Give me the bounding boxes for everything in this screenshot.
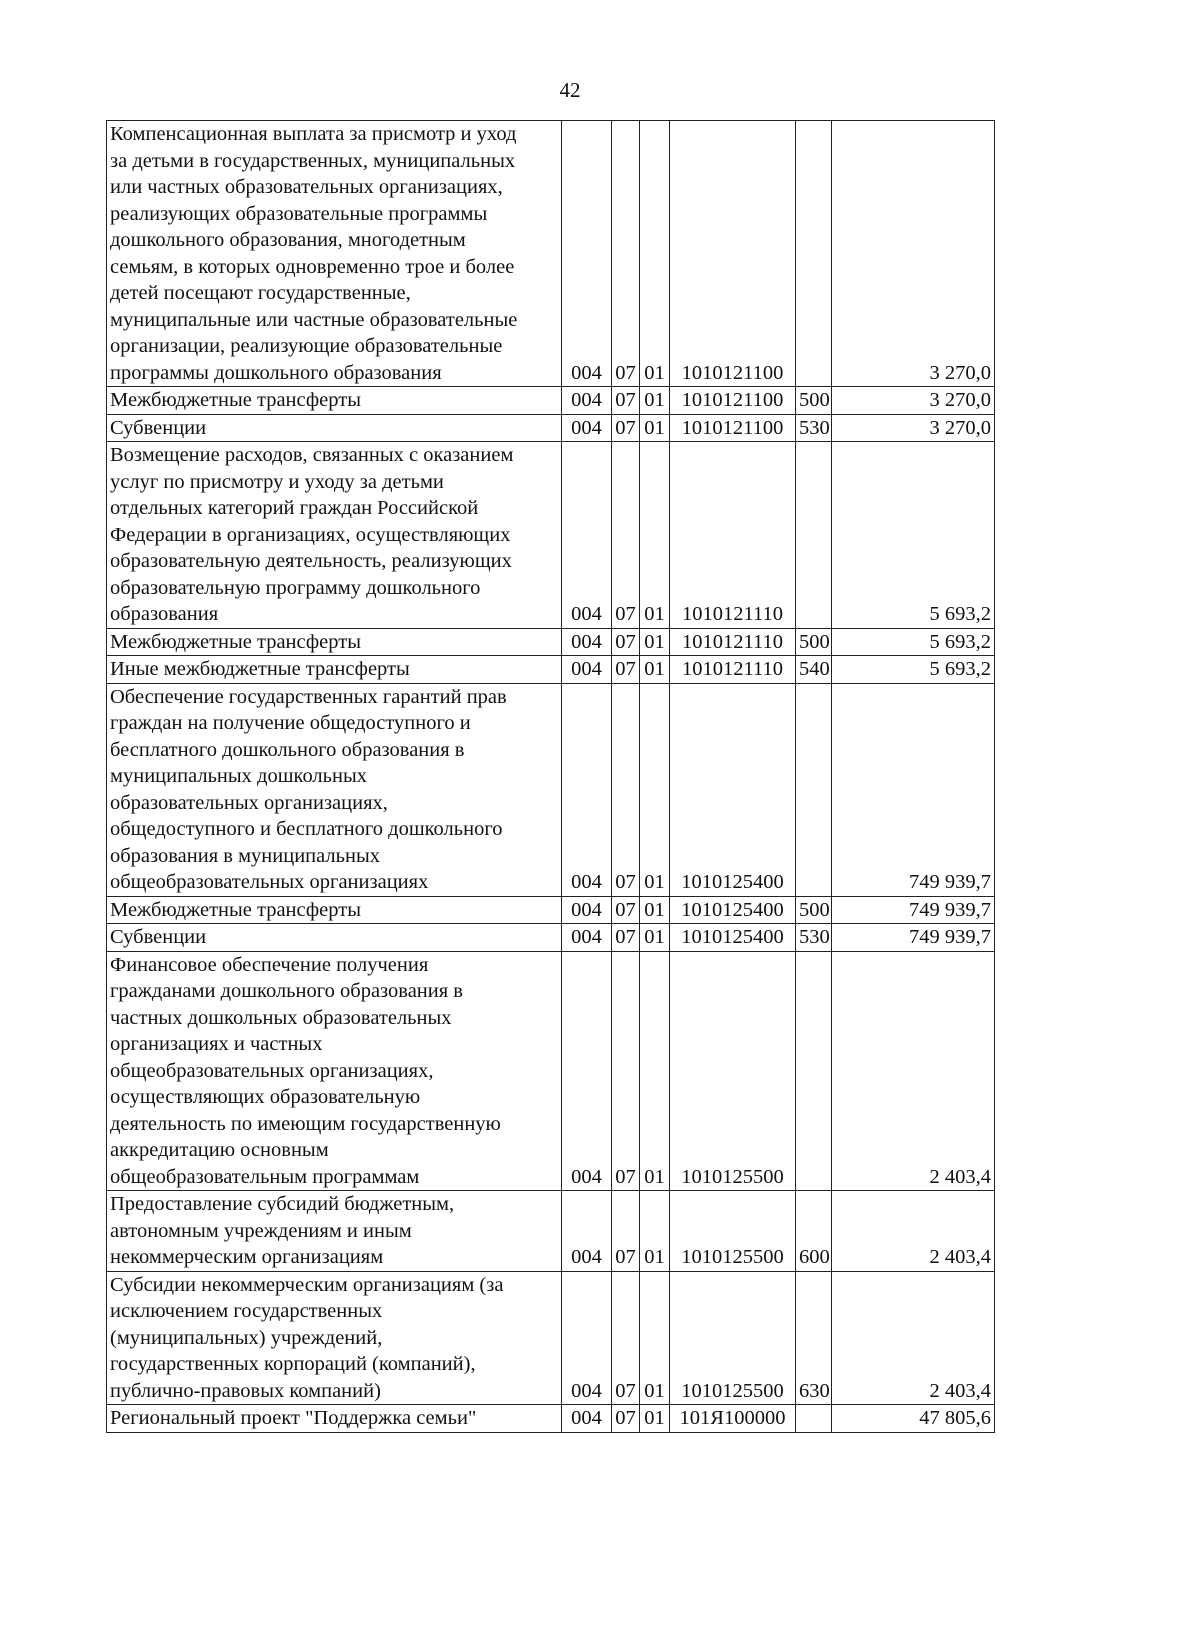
table-row [107,1405,995,1433]
table-row [107,628,995,656]
row-name-line: публично-правовых компаний) [110,1379,381,1402]
table-row [107,442,995,629]
row-name-line: программы дошкольного образования [110,361,442,384]
row-name-line: образования [110,603,219,625]
code-expense-type-cell [796,683,832,896]
row-name-line: услуг по присмотру и уходу за детьми [110,470,444,493]
code-ministry-cell: 004 [562,121,612,387]
code-section-cell: 07 [612,442,640,629]
row-name-line: Финансовое обеспечение получения [110,953,429,976]
row-name-cell [107,1271,562,1405]
amount-cell: 47 805,6 [832,1405,995,1433]
code-target-article-cell: 1010125400 [670,896,796,924]
code-section-cell: 07 [612,1271,640,1405]
code-expense-type-cell: 530 [796,414,832,442]
code-expense-type-cell: 530 [796,924,832,952]
row-name-line: бесплатного дошкольного образования в [110,738,465,761]
row-name-cell [107,414,562,442]
row-name-line: исключением государственных [110,1300,383,1322]
row-name-line: общедоступного и бесплатного дошкольного [110,818,503,840]
row-name-line: дошкольного образования, многодетным [110,229,466,251]
code-subsection-cell: 01 [640,414,670,442]
code-section-cell: 07 [612,683,640,896]
row-name-cell [107,683,562,896]
code-subsection-cell: 01 [640,442,670,629]
table-row [107,896,995,924]
code-section-cell: 07 [612,628,640,656]
row-name-line: образовательную деятельность, реализующих [110,550,512,572]
code-expense-type-cell: 500 [796,628,832,656]
code-section-cell: 07 [612,896,640,924]
row-name-line: автономным учреждениям и иным [110,1219,412,1242]
code-expense-type-cell [796,1405,832,1433]
amount-cell: 3 270,0 [832,414,995,442]
table-row [107,1191,995,1272]
code-ministry-cell: 004 [562,896,612,924]
row-name-line: осуществляющих образовательную [110,1086,421,1108]
code-ministry-cell: 004 [562,951,612,1191]
row-name-line: организациях и частных [110,1033,323,1055]
row-name-line: аккредитацию основным [110,1139,329,1161]
code-ministry-cell: 004 [562,1405,612,1433]
row-name-line: государственных корпораций (компаний), [110,1353,476,1375]
row-name-line: (муниципальных) учреждений, [110,1326,383,1349]
row-name-line: Региональный проект "Поддержка семьи" [110,1407,477,1429]
amount-cell: 5 693,2 [832,628,995,656]
row-name-line: за детьми в государственных, муниципальных [110,149,516,172]
row-name-line: Субвенции [110,416,207,439]
table-row [107,951,995,1191]
row-name-line: образования в муниципальных [110,844,380,867]
amount-cell: 749 939,7 [832,896,995,924]
row-name-line: образовательных организациях, [110,791,388,814]
row-name-line: Межбюджетные трансферты [110,630,361,653]
row-name-cell [107,387,562,415]
row-name-line: общеобразовательным программам [110,1165,420,1188]
code-target-article-cell: 1010121110 [670,628,796,656]
code-expense-type-cell [796,121,832,387]
row-name-cell [107,1405,562,1433]
table-row [107,121,995,387]
row-name-cell [107,628,562,656]
code-subsection-cell: 01 [640,628,670,656]
code-expense-type-cell [796,951,832,1191]
row-name-line: Предоставление субсидий бюджетным, [110,1193,455,1215]
code-section-cell: 07 [612,656,640,684]
row-name-line: Иные межбюджетные трансферты [110,658,410,680]
code-section-cell: 07 [612,387,640,415]
code-section-cell: 07 [612,924,640,952]
code-subsection-cell: 01 [640,121,670,387]
row-name-cell [107,442,562,629]
amount-cell: 5 693,2 [832,442,995,629]
row-name-cell [107,924,562,952]
code-ministry-cell: 004 [562,1191,612,1272]
row-name-line: общеобразовательных организациях [110,871,429,893]
page-number: 42 [559,78,581,102]
row-name-line: Межбюджетные трансферты [110,898,361,921]
row-name-line: гражданами дошкольного образования в [110,980,463,1002]
code-subsection-cell: 01 [640,1271,670,1405]
code-target-article-cell: 1010121110 [670,656,796,684]
amount-cell: 2 403,4 [832,1191,995,1272]
table-row [107,656,995,684]
code-subsection-cell: 01 [640,924,670,952]
code-expense-type-cell: 500 [796,387,832,415]
row-name-cell [107,1191,562,1272]
code-target-article-cell: 1010125500 [670,951,796,1191]
row-name-line: организации, реализующие образовательные [110,335,503,357]
code-subsection-cell: 01 [640,1191,670,1272]
table-row [107,387,995,415]
code-expense-type-cell: 630 [796,1271,832,1405]
code-section-cell: 07 [612,1405,640,1433]
code-subsection-cell: 01 [640,1405,670,1433]
code-section-cell: 07 [612,121,640,387]
code-target-article-cell: 1010125400 [670,683,796,896]
row-name-line: Субвенции [110,926,207,948]
row-name-line: или частных образовательных организациях, [110,176,503,198]
code-ministry-cell: 004 [562,442,612,629]
code-ministry-cell: 004 [562,628,612,656]
code-section-cell: 07 [612,951,640,1191]
code-section-cell: 07 [612,414,640,442]
row-name-line: реализующих образовательные программы [110,202,488,225]
row-name-cell [107,951,562,1191]
code-ministry-cell: 004 [562,924,612,952]
code-expense-type-cell: 600 [796,1191,832,1272]
code-ministry-cell: 004 [562,414,612,442]
row-name-line: Федерации в организациях, осуществляющих [110,523,511,546]
row-name-line: Межбюджетные трансферты [110,389,361,411]
row-name-line: Субсидии некоммерческим организациям (за [110,1273,504,1296]
row-name-line: Возмещение расходов, связанных с оказанием [110,444,514,466]
budget-table [106,120,995,1433]
code-target-article-cell: 1010121100 [670,414,796,442]
amount-cell: 2 403,4 [832,1271,995,1405]
row-name-line: образовательную программу дошкольного [110,576,481,599]
code-ministry-cell: 004 [562,387,612,415]
code-section-cell: 07 [612,1191,640,1272]
table-row [107,924,995,952]
code-subsection-cell: 01 [640,387,670,415]
row-name-line: частных дошкольных образовательных [110,1006,452,1029]
row-name-line: детей посещают государственные, [110,282,411,304]
row-name-line: муниципальные или частные образовательные [110,308,518,331]
table-row [107,1271,995,1405]
row-name-line: отдельных категорий граждан Российской [110,497,479,519]
code-subsection-cell: 01 [640,896,670,924]
code-target-article-cell: 1010121100 [670,387,796,415]
code-subsection-cell: 01 [640,683,670,896]
code-target-article-cell: 101Я100000 [670,1405,796,1433]
code-target-article-cell: 1010125500 [670,1191,796,1272]
row-name-line: семьям, в которых одновременно трое и более [110,255,515,278]
row-name-line: некоммерческим организациям [110,1246,384,1268]
amount-cell: 2 403,4 [832,951,995,1191]
table-row [107,683,995,896]
code-ministry-cell: 004 [562,683,612,896]
code-subsection-cell: 01 [640,656,670,684]
code-ministry-cell: 004 [562,1271,612,1405]
row-name-line: деятельность по имеющим государственную [110,1112,501,1135]
amount-cell: 5 693,2 [832,656,995,684]
code-target-article-cell: 1010125400 [670,924,796,952]
code-expense-type-cell [796,442,832,629]
code-subsection-cell: 01 [640,951,670,1191]
row-name-line: общеобразовательных организациях, [110,1059,434,1082]
row-name-cell [107,121,562,387]
code-ministry-cell: 004 [562,656,612,684]
row-name-cell [107,656,562,684]
row-name-line: граждан на получение общедоступного и [110,712,471,734]
amount-cell: 749 939,7 [832,683,995,896]
amount-cell: 3 270,0 [832,387,995,415]
amount-cell: 3 270,0 [832,121,995,387]
row-name-line: муниципальных дошкольных [110,765,367,787]
table-row [107,414,995,442]
budget-table-body [107,121,995,1433]
code-target-article-cell: 1010121100 [670,121,796,387]
code-expense-type-cell: 500 [796,896,832,924]
code-target-article-cell: 1010121110 [670,442,796,629]
row-name-line: Компенсационная выплата за присмотр и уход [110,123,517,145]
row-name-line: Обеспечение государственных гарантий прав [110,685,507,708]
code-expense-type-cell: 540 [796,656,832,684]
row-name-cell [107,896,562,924]
amount-cell: 749 939,7 [832,924,995,952]
code-target-article-cell: 1010125500 [670,1271,796,1405]
